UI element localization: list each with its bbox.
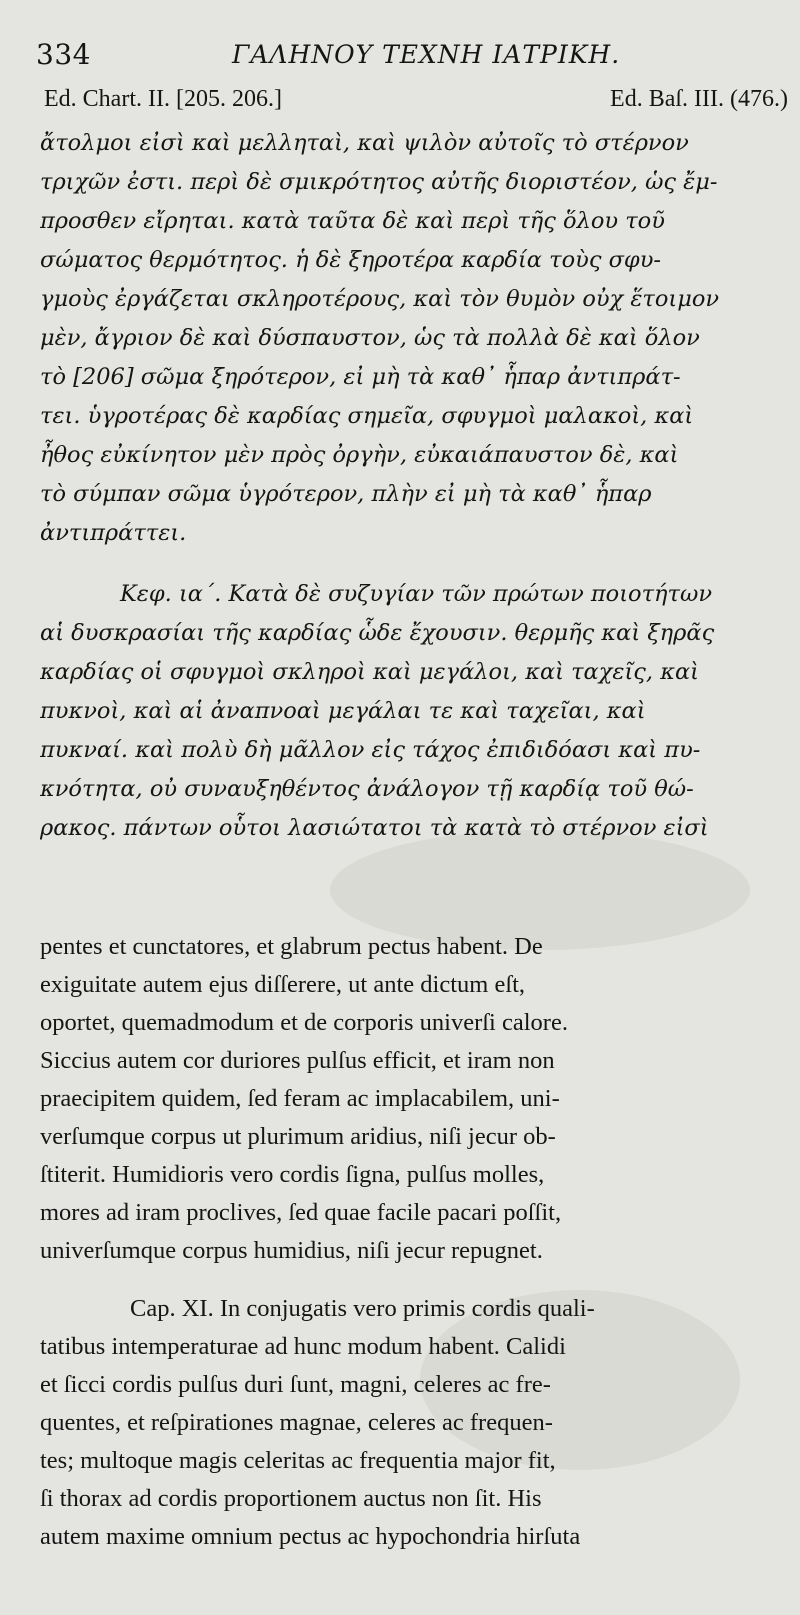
greek-line: ἦθος εὐκίνητον μὲν πρὸς ὀργὴν, εὐκαιάπαυστον δὲ, καὶ	[40, 442, 679, 468]
greek-line: ἄτολμοι εἰσὶ καὶ μελληταὶ, καὶ ψιλὸν αὐτοῖς τὸ στέρνον	[40, 130, 689, 156]
greek-line: αἱ δυσκρασίαι τῆς καρδίας ὧδε ἔχουσιν. θερμῆς καὶ ξηρᾶς	[40, 620, 715, 646]
greek-line: καρδίας οἱ σφυγμοὶ σκληροὶ καὶ μεγάλοι, καὶ ταχεῖς, καὶ	[40, 659, 699, 685]
latin-chapter-heading-line: Cap. XI. In conjugatis vero primis cordis quali-	[130, 1295, 595, 1322]
running-title: ΓΑΛΗΝΟΥ ΤΕΧΝΗ ΙΑΤΡΙΚΗ.	[232, 40, 621, 69]
latin-line: ſtiterit. Humidioris vero cordis ſigna, pulſus molles,	[40, 1161, 545, 1188]
latin-line: ſi thorax ad cordis proportionem auctus non ſit. His	[40, 1485, 542, 1512]
greek-line: τει. ὑγροτέρας δὲ καρδίας σημεῖα, σφυγμοὶ μαλακοὶ, καὶ	[40, 403, 694, 429]
greek-line: ἀντιπράττει.	[40, 520, 187, 546]
greek-line: πυκναί. καὶ πολὺ δὴ μᾶλλον εἰς τάχος ἐπιδιδόασι καὶ πυ-	[40, 737, 701, 763]
greek-line: προσθεν εἴρηται. κατὰ ταῦτα δὲ καὶ περὶ τῆς ὅλου τοῦ	[40, 208, 665, 234]
latin-line: tatibus intemperaturae ad hunc modum habent. Calidi	[40, 1333, 566, 1360]
page-number: 334	[36, 38, 91, 71]
greek-line: μὲν, ἄγριον δὲ καὶ δύσπαυστον, ὡς τὰ πολλὰ δὲ καὶ ὅλον	[40, 325, 700, 351]
latin-line: autem maxime omnium pectus ac hypochondria hirſuta	[40, 1523, 581, 1550]
greek-line: ρακος. πάντων οὗτοι λασιώτατοι τὰ κατὰ τὸ στέρνον εἰσὶ	[40, 815, 709, 841]
latin-text-block	[40, 928, 790, 1556]
edition-left: Ed. Chart. II. [205. 206.]	[44, 86, 282, 112]
greek-line: τὸ [206] σῶμα ξηρότερον, εἰ μὴ τὰ καθ᾽ ἧπαρ ἀντιπράτ-	[40, 364, 681, 390]
latin-line: tes; multoque magis celeritas ac frequentia major fit,	[40, 1447, 556, 1474]
latin-line: univerſumque corpus humidius, niſi jecur repugnet.	[40, 1237, 543, 1264]
latin-line: quentes, et reſpirationes magnae, celeres ac frequen-	[40, 1409, 553, 1436]
greek-line: τριχῶν ἐστι. περὶ δὲ σμικρότητος αὐτῆς διοριστέον, ὡς ἔμ-	[40, 169, 718, 195]
latin-line: pentes et cunctatores, et glabrum pectus habent. De	[40, 933, 543, 960]
latin-line: oportet, quemadmodum et de corporis univerſi calore.	[40, 1009, 568, 1036]
greek-line: γμοὺς ἐργάζεται σκληροτέρους, καὶ τὸν θυμὸν οὐχ ἕτοιμον	[40, 286, 720, 312]
page-header	[36, 38, 782, 78]
greek-text-block	[40, 124, 788, 848]
edition-reference-line	[44, 86, 788, 118]
greek-line: πυκνοὶ, καὶ αἱ ἀναπνοαὶ μεγάλαι τε καὶ ταχεῖαι, καὶ	[40, 698, 646, 724]
greek-line: κνότητα, οὐ συναυξηθέντος ἀνάλογον τῇ καρδίᾳ τοῦ θώ-	[40, 776, 694, 802]
latin-line: exiguitate autem ejus diſſerere, ut ante dictum eſt,	[40, 971, 526, 998]
latin-line: mores ad iram proclives, ſed quae facile pacari poſſit,	[40, 1199, 562, 1226]
latin-line: praecipitem quidem, ſed feram ac implacabilem, uni-	[40, 1085, 560, 1112]
edition-right: Ed. Baſ. III. (476.)	[610, 86, 788, 112]
latin-line: Siccius autem cor duriores pulſus efficit, et iram non	[40, 1047, 555, 1074]
greek-chapter-heading-line: Κεφ. ια΄. Κατὰ δὲ συζυγίαν τῶν πρώτων ποιοτήτων	[120, 581, 712, 607]
greek-line: τὸ σύμπαν σῶμα ὑγρότερον, πλὴν εἰ μὴ τὰ καθ᾽ ἧπαρ	[40, 481, 652, 507]
latin-line: verſumque corpus ut plurimum aridius, niſi jecur ob-	[40, 1123, 556, 1150]
latin-line: et ſicci cordis pulſus duri ſunt, magni, celeres ac fre-	[40, 1371, 551, 1398]
greek-line: σώματος θερμότητος. ἡ δὲ ξηροτέρα καρδία τοὺς σφυ-	[40, 247, 661, 273]
